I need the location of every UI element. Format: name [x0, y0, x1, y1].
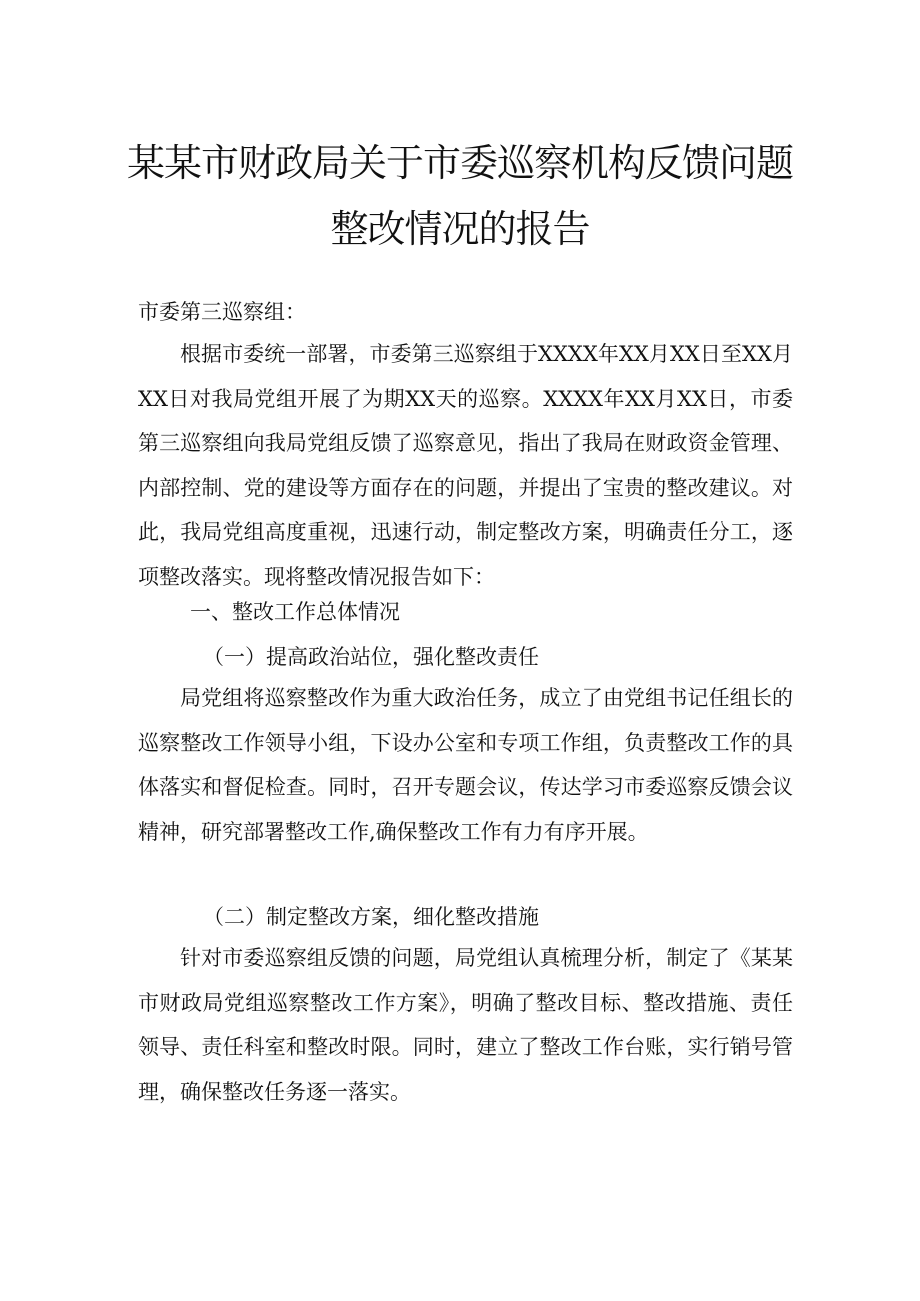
paragraph-leadership: 局党组将巡察整改作为重大政治任务，成立了由党组书记任组长的巡察整改工作领导小组，下设办公室和专项工作组，负责整改工作的具体落实和督促检查。同时，召开专题会议，传达学习市委巡察反馈会议精神，研究部署整改工作,确保整改工作有力有序开展。: [138, 686, 793, 844]
paragraph-intro: 根据市委统一部署，市委第三巡察组于XXXX年XX月XX日至XX月XX日对我局党组开展了为期XX天的巡察。XXXX年XX月XX日，市委第三巡察组向我局党组反馈了巡察意见，指出了我局在财政资金管理、内部控制、党的建设等方面存在的问题，并提出了宝贵的整改建议。对此，我局党组高度重视，迅速行动，制定整改方案，明确责任分工，逐项整改落实。现将整改情况报告如下：: [138, 342, 793, 589]
paragraph-plan: 针对市委巡察组反馈的问题，局党组认真梳理分析，制定了《某某市财政局党组巡察整改工作方案》，明确了整改目标、整改措施、责任领导、责任科室和整改时限。同时，建立了整改工作台账，实行销号管理，确保整改任务逐一落实。: [138, 946, 793, 1104]
section-heading-overall: 一、整改工作总体情况: [190, 600, 400, 624]
document-title-line-2: 整改情况的报告: [330, 207, 590, 251]
salutation: 市委第三巡察组：: [138, 300, 306, 324]
subsection-heading-plan: （二）制定整改方案，细化整改措施: [203, 905, 539, 929]
subsection-heading-political: （一）提高政治站位，强化整改责任: [203, 645, 539, 669]
document-title-line-1: 某某市财政局关于市委巡察机构反馈问题: [126, 141, 793, 185]
